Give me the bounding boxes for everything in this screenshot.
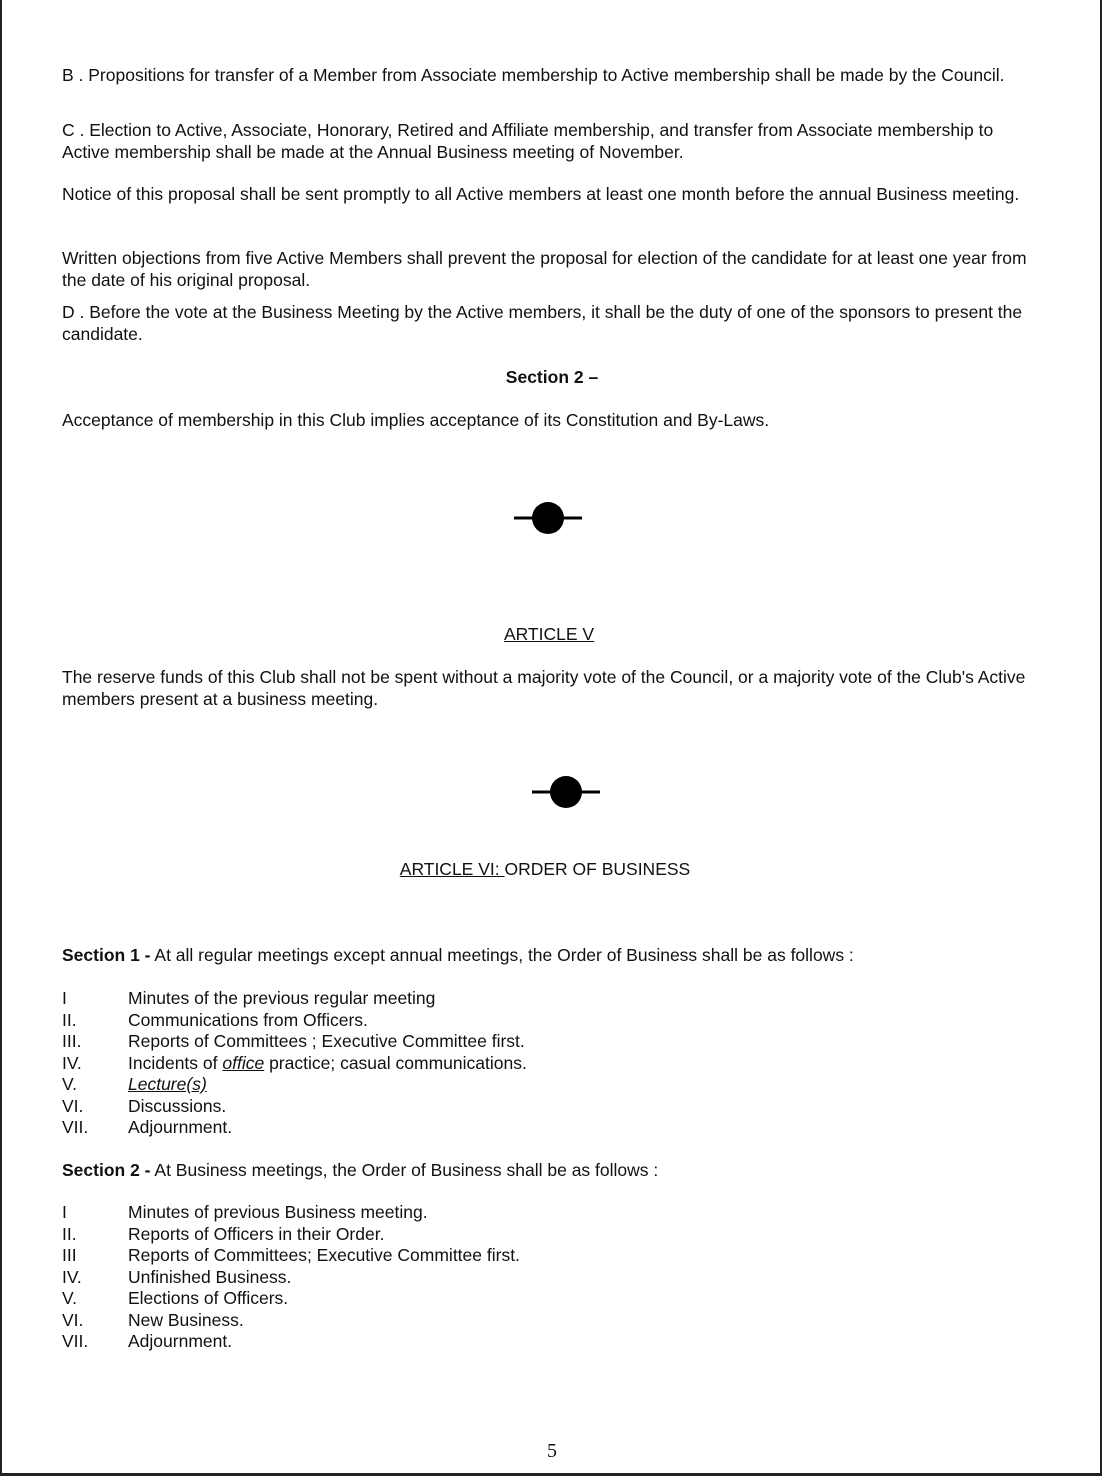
article-5-heading: ARTICLE V <box>503 624 595 644</box>
page-number: 5 <box>547 1440 557 1462</box>
list-item: V. Elections of Officers. <box>62 1288 289 1308</box>
section-1-text: At all regular meetings except annual meetings, the Order of Business shall be as follows : <box>150 945 854 965</box>
section-2-heading: Section 2 – <box>505 367 599 387</box>
list-item: I Minutes of previous Business meeting. <box>62 1202 428 1222</box>
paragraph-d: D . Before the vote at the Business Meeting by the Active members, it shall be the duty of one of the sponsors to present the candidate. <box>62 302 1023 344</box>
section-2-label: Section 2 - <box>62 1160 151 1180</box>
list-item: VII. Adjournment. <box>62 1331 233 1351</box>
paragraph-c: C . Election to Active, Associate, Honorary, Retired and Affiliate membership, and transfer from Associate membership to Active membership shall be made at the Annual Business meeting of November. <box>62 120 994 162</box>
paragraph-written-objections: Written objections from five Active Members shall prevent the proposal for election of the candidate for at least one year from the date of his original proposal. <box>62 248 1027 290</box>
paragraph-b: B . Propositions for transfer of a Member from Associate membership to Active membership shall be made by the Council. <box>62 65 1005 85</box>
list-item: III. Reports of Committees ; Executive Committee first. <box>62 1031 525 1051</box>
article-6-heading <box>0 859 1095 881</box>
section-2-list <box>62 1202 962 1353</box>
list-item: III Reports of Committees; Executive Committee first. <box>62 1245 520 1265</box>
article-5-text: The reserve funds of this Club shall not be spent without a majority vote of the Council, or a majority vote of the Club's Active members present at a business meeting. <box>62 667 1026 709</box>
article-6-heading-rest: ORDER OF BUSINESS <box>504 859 691 879</box>
article-6-section-1-intro <box>62 945 1042 967</box>
list-item: IV. Unfinished Business. <box>62 1266 292 1287</box>
list-item: VII. Adjournment. <box>62 1117 233 1137</box>
section-1-label: Section 1 - <box>62 945 151 965</box>
list-item: VI. New Business. <box>62 1309 244 1330</box>
divider-ornament-icon <box>528 772 604 812</box>
section-2-text: Acceptance of membership in this Club implies acceptance of its Constitution and By-Laws. <box>62 410 770 430</box>
divider-ornament-icon <box>510 498 586 538</box>
section-1-list <box>62 988 962 1139</box>
section-2-order-text: At Business meetings, the Order of Business shall be as follows : <box>150 1160 659 1180</box>
list-item: VI. Discussions. <box>62 1095 227 1116</box>
list-item: II. Reports of Officers in their Order. <box>62 1223 385 1244</box>
article-6-heading-underlined: ARTICLE VI: <box>399 859 505 879</box>
list-item: II. Communications from Officers. <box>62 1009 368 1030</box>
list-item: IV. Incidents of office practice; casual communications. <box>62 1052 527 1073</box>
list-item: V. Lecture(s) <box>62 1074 207 1094</box>
paragraph-notice: Notice of this proposal shall be sent promptly to all Active members at least one month before the annual Business meeting. <box>62 184 1020 204</box>
article-6-section-2-intro <box>62 1160 1042 1182</box>
list-item: I Minutes of the previous regular meeting <box>62 988 436 1008</box>
